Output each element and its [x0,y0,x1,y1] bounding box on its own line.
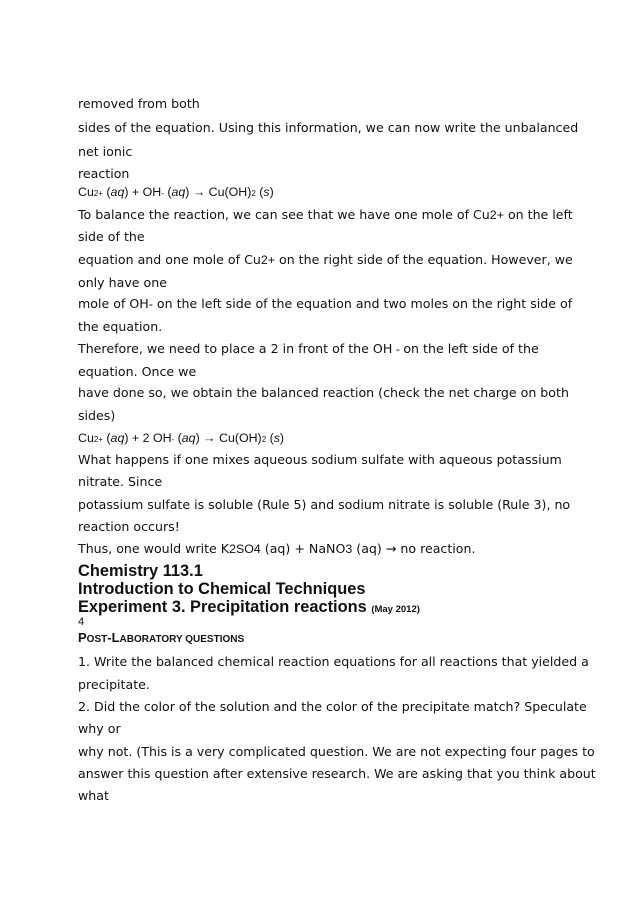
text-line: have done so, we obtain the balanced reaction (check the net charge on both [78,385,569,400]
course-subtitle: Introduction to Chemical Techniques [78,580,366,598]
text-line: equation and one mole of Cu2+ on the right side of the equation. However, we [78,252,573,267]
page-number: 4 [78,616,85,628]
experiment-date: (May 2012) [371,604,420,615]
question-line: why not. (This is a very complicated question. We are not expecting four pages to [78,744,595,759]
text-line: side of the [78,229,145,244]
question-line: what [78,788,109,803]
text-line: net ionic [78,144,133,159]
question-line: answer this question after extensive research. We are asking that you think about [78,766,596,781]
text-line: sides of the equation. Using this information, we can now write the unbalanced [78,120,579,135]
text-line: removed from both [78,96,200,111]
section-heading: POST-LABORATORY QUESTIONS [78,630,245,645]
text-line: Therefore, we need to place a 2 in front of the OH - on the left side of the [78,341,539,356]
text-line: To balance the reaction, we can see that we have one mole of Cu2+ on the left [78,207,573,222]
text-line: equation. Once we [78,364,197,379]
text-line: What happens if one mixes aqueous sodium sulfate with aqueous potassium [78,452,562,467]
text-line: reaction [78,166,130,181]
question-line: precipitate. [78,677,150,692]
text-line: potassium sulfate is soluble (Rule 5) and sodium nitrate is soluble (Rule 3), no [78,497,571,512]
course-title: Chemistry 113.1 [78,562,203,580]
text-line: only have one [78,275,167,290]
question-line: 1. Write the balanced chemical reaction equations for all reactions that yielded a [78,654,589,669]
experiment-title: Experiment 3. Precipitation reactions (May 2012) [78,598,420,616]
question-line: why or [78,721,121,736]
equation-unbalanced: Cu2+ (aq) + OH- (aq) → Cu(OH)2 (s) [78,185,274,199]
text-line: reaction occurs! [78,519,180,534]
text-line: nitrate. Since [78,474,163,489]
equation-balanced: Cu2+ (aq) + 2 OH- (aq) → Cu(OH)2 (s) [78,431,285,445]
text-line: the equation. [78,319,163,334]
text-line: sides) [78,408,116,423]
question-line: 2. Did the color of the solution and the color of the precipitate match? Speculate [78,699,587,714]
text-line: Thus, one would write K2SO4 (aq) + NaNO3 (aq) → no reaction. [78,541,476,556]
text-line: mole of OH- on the left side of the equation and two moles on the right side of [78,296,573,311]
